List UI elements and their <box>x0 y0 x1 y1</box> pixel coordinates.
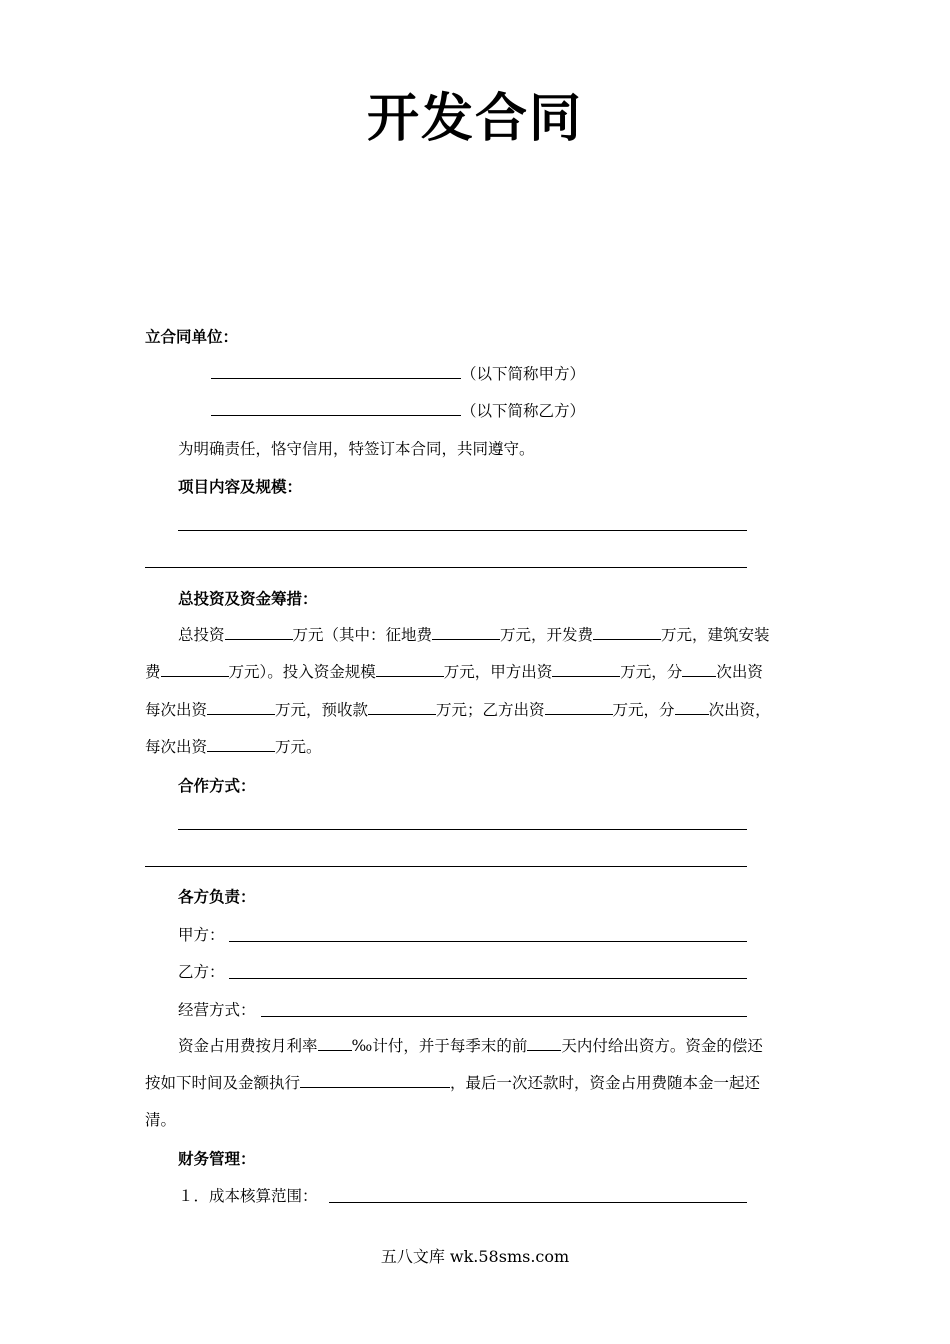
party-b-responsibility-label: 乙方： <box>178 963 225 981</box>
blank-monthly-rate[interactable] <box>318 1036 352 1051</box>
party-b-row <box>211 399 585 423</box>
project-blank-line-1[interactable] <box>178 530 747 531</box>
blank-party-a-fund[interactable] <box>552 662 620 677</box>
blank-land-fee[interactable] <box>432 625 500 640</box>
project-blank-line-2[interactable] <box>145 567 747 568</box>
operation-mode-blank[interactable] <box>261 1016 747 1017</box>
party-a-responsibility-blank[interactable] <box>229 941 747 942</box>
text-fee: 费 <box>145 663 161 681</box>
blank-each-payment-b[interactable] <box>207 737 275 752</box>
fee-line-2 <box>145 1071 760 1095</box>
text-schedule: 按如下时间及金额执行 <box>145 1074 301 1092</box>
text-each-payment-b: 每次出资 <box>145 738 208 756</box>
text-land-fee: 万元（其中：征地费 <box>292 626 433 644</box>
responsibilities-heading: 各方负责： <box>178 888 256 906</box>
party-a-blank[interactable] <box>211 364 461 379</box>
blank-party-b-fund[interactable] <box>545 700 613 715</box>
cost-scope-label: １．成本核算范围： <box>178 1187 318 1205</box>
project-heading: 项目内容及规模： <box>178 478 303 496</box>
party-a-row <box>211 362 585 386</box>
blank-fund-scale[interactable] <box>376 662 444 677</box>
text-party-a-fund: 万元，甲方出资 <box>443 663 553 681</box>
investment-line-1 <box>178 623 770 647</box>
text-times-b: 次出资， <box>708 701 771 719</box>
blank-construction-fee[interactable] <box>161 662 229 677</box>
investment-line-3 <box>145 698 771 722</box>
blank-each-payment-a[interactable] <box>207 700 275 715</box>
operation-mode-label: 经营方式： <box>178 1001 256 1019</box>
text-final-payment: ，最后一次还款时，资金占用费随本金一起还 <box>450 1074 761 1092</box>
text-prepayment: 万元，预收款 <box>275 701 369 719</box>
investment-heading: 总投资及资金筹措： <box>178 590 318 608</box>
text-fund-scale: 万元）。投入资金规模 <box>228 663 376 681</box>
document-title: 开发合同 <box>366 89 583 149</box>
text-quarter-end: ‰计付，并于每季末的前 <box>351 1037 528 1055</box>
intro-text: 为明确责任，恪守信用，特签订本合同，共同遵守。 <box>178 440 535 458</box>
cost-scope-blank[interactable] <box>329 1202 747 1203</box>
text-party-b-fund: 万元；乙方出资 <box>436 701 545 719</box>
cooperation-heading: 合作方式： <box>178 777 256 795</box>
investment-line-4 <box>145 735 322 759</box>
text-divide-b: 万元，分 <box>612 701 675 719</box>
text-total-investment: 总投资 <box>178 626 225 644</box>
blank-schedule[interactable] <box>300 1073 450 1088</box>
text-times: 次出资 <box>716 663 763 681</box>
text-dev-fee: 万元，开发费 <box>500 626 594 644</box>
text-wan-yuan: 万元。 <box>275 738 322 756</box>
investment-line-2 <box>145 660 763 684</box>
cooperation-blank-line-2[interactable] <box>145 866 747 867</box>
finance-heading: 财务管理： <box>178 1150 256 1168</box>
blank-dev-fee[interactable] <box>593 625 661 640</box>
blank-days[interactable] <box>527 1036 561 1051</box>
party-a-responsibility-label: 甲方： <box>178 926 225 944</box>
fee-line-1 <box>178 1034 763 1058</box>
text-repayment: 天内付给出资方。资金的偿还 <box>561 1037 763 1055</box>
text-divide: 万元，分 <box>620 663 683 681</box>
party-b-blank[interactable] <box>211 401 461 416</box>
text-each-payment: 每次出资 <box>145 701 208 719</box>
text-construction: 万元，建筑安装 <box>661 626 770 644</box>
party-b-responsibility-blank[interactable] <box>229 978 747 979</box>
cooperation-blank-line-1[interactable] <box>178 829 747 830</box>
blank-total-investment[interactable] <box>225 625 293 640</box>
blank-party-b-times[interactable] <box>675 700 709 715</box>
parties-heading: 立合同单位： <box>145 328 239 346</box>
blank-prepayment[interactable] <box>368 700 436 715</box>
text-monthly-rate: 资金占用费按月利率 <box>178 1037 318 1055</box>
party-b-suffix: （以下简称乙方） <box>461 402 586 420</box>
blank-party-a-times[interactable] <box>682 662 716 677</box>
footer-watermark: 五八文库 wk.58sms.com <box>380 1247 570 1266</box>
fee-line-3: 清。 <box>145 1111 177 1129</box>
party-a-suffix: （以下简称甲方） <box>461 365 586 383</box>
